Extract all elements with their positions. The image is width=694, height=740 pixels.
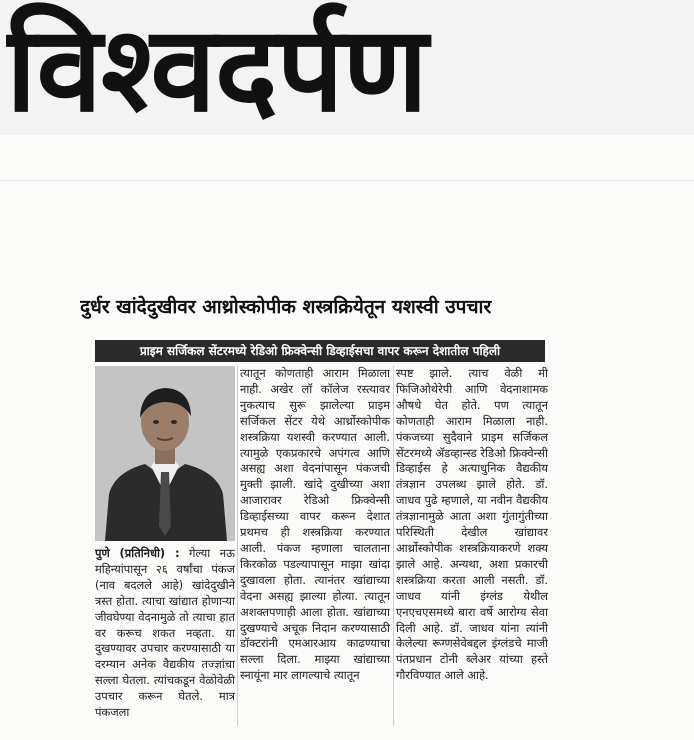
doctor-portrait-photo xyxy=(95,366,235,541)
article-dateline: पुणे (प्रतिनिधी) : xyxy=(95,546,180,560)
article-column-3-text: स्पष्ट झाले. त्याच वेळी मी फिजिओथेरेपी आणि वेदनाशामक औषधे घेत होते. पण त्यातून कोणताही आराम मिळाला नाही. पंकजच्या सुदैवाने प्राइम सर्जिकल सेंटरमध्ये ॲडव्हान्स्ड रेडिओ फ्रिक्वेन्सी डिव्हाईस हे अत्याधुनिक वैद्यकीय तंत्रज्ञान उपलब्ध झाले होते. डॉ. जाधव पुढे म्हणाले, या नवीन वैद्यकीय तंत्रज्ञानामुळे आता अशा गुंतागुंतीच्या परिस्थिती देखील खांद्यावर आर्थ्रोस्कोपीक शस्त्रक्रियाकरणे शक्य झाले आहे. अन्यथा, अशा प्रकारची शस्त्रक्रिया करता आली नसती. डॉ. जाधव यांनी इंग्लंड येथील एनएचएसमध्ये बारा वर्षे आरोग्य सेवा दिली आहे. डॉ. जाधव यांना त्यांनी केलेल्या रूग्णसेवेबद्दल इंग्लंडचे माजी पंतप्रधान टोनी ब्लेअर यांच्या हस्ते गौरविण्यात आले आहे. xyxy=(396,366,548,683)
newspaper-masthead: विश्वदर्पण xyxy=(6,0,427,138)
article-column-2 xyxy=(240,366,390,726)
article-column-3 xyxy=(396,366,548,726)
article-column-1 xyxy=(95,546,235,724)
article-headline: दुर्धर खांदेदुखीवर आथ्रोस्कोपीक शस्त्रक्रियेतून यशस्वी उपचार xyxy=(80,296,492,318)
article-column-1-text: गेल्या नऊ महिन्यांपासून २६ वर्षांचा पंकज (नाव बदलले आहे) खांदेदुखीने त्रस्त होता. त्याचा खांद्यात होणाऱ्या जीवघेण्या वेदनामुळे तो त्याचा हात वर करूच शकत नव्हता. या दुखण्यावर उपचार करण्यासाठी या दरम्यान अनेक वैद्यकीय तज्ज्ञांचा सल्ला घेतला. त्यांचकडून वेळोवेळी उपचार करून घेतले. मात्र पंकजला xyxy=(95,546,235,720)
column-divider xyxy=(237,366,238,726)
article-column-2-text: त्यातून कोणताही आराम मिळाला नाही. अखेर लॉ कॉलेज रस्त्यावर नुकत्याच सुरू झालेल्या प्राइम सर्जिकल सेंटर येथे आर्थ्रोस्कोपीक शस्त्रक्रिया यशस्वी करण्यात आली. त्यामुळे एकप्रकारचे अपंगत्व आणि असह्य अशा वेदनांपासून पंकजची मुक्ती झाली. खांदे दुखीच्या अशा आजारावर रेडिओ फ्रिक्वेन्सी डिव्हाईसच्या वापर करून देशात प्रथमच ही शस्त्रक्रिया करण्यात आली. पंकज म्हणाला चालताना किरकोळ पडल्यापासून माझा खांदा दुखावला होता. त्यानंतर खांद्याच्या वेदना असह्य झाल्या होत्या. त्यातून अशक्तपणाही आला होता. खांद्याच्या दुखण्याचे अचूक निदान करण्यासाठी डॉक्टरांनी एमआरआय काढण्याचा सल्ला दिला. माझ्या खांद्याच्या स्नायूंना मार लागल्याचे त्यातून xyxy=(240,366,390,683)
portrait-illustration xyxy=(95,366,235,541)
article-subheadline: प्राइम सर्जिकल सेंटरमध्ये रेडिओ फ्रिक्वेन्सी डिव्हाईसचा वापर करून देशातील पहिली xyxy=(95,340,545,362)
clipping-edge xyxy=(0,180,694,181)
column-divider xyxy=(393,366,394,726)
